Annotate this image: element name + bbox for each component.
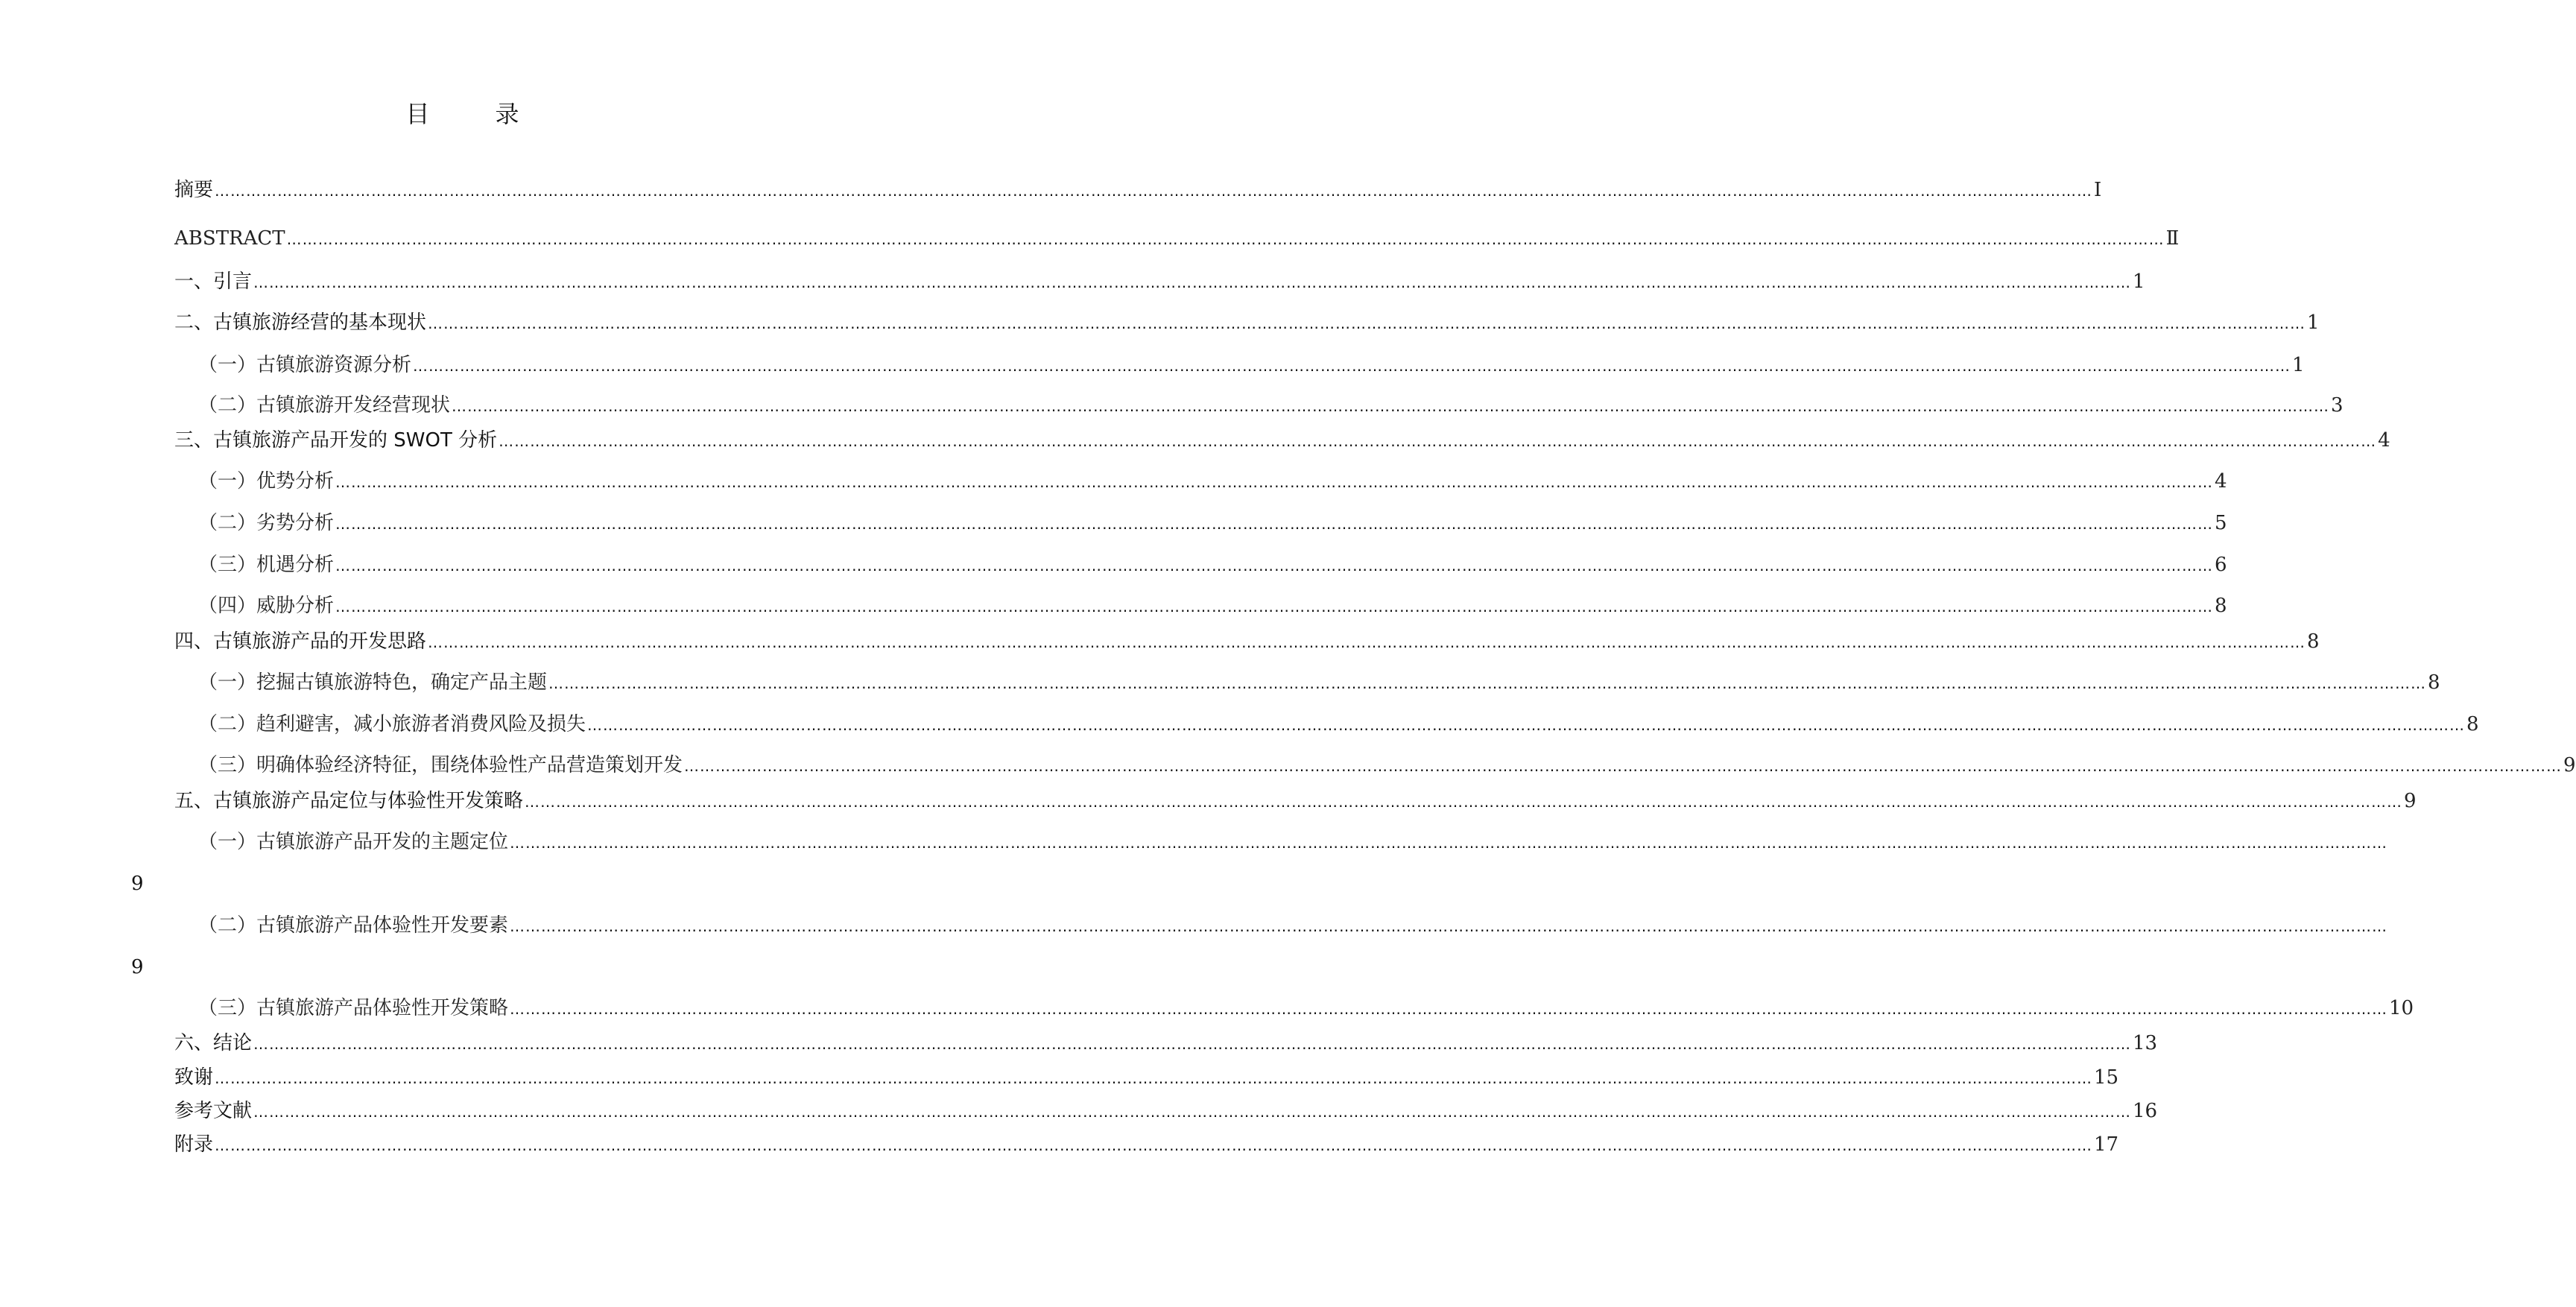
toc-entry-title: （二）趋利避害，减小旅游者消费风险及损失 [198,713,586,735]
toc-entry[interactable] [198,996,2414,1022]
toc-entry[interactable] [198,829,2388,855]
toc-entry[interactable] [174,1065,2119,1091]
toc-entry-page: 16 [2133,1100,2158,1122]
toc-entry-title: （一）优势分析 [198,470,335,493]
toc-entry[interactable] [198,469,2227,495]
toc-entry-page: 1 [2133,270,2145,293]
toc-entry[interactable] [198,753,2576,779]
toc-entry[interactable] [174,177,2102,203]
toc-entry-title: （二）劣势分析 [198,512,335,534]
toc-leader-dots: ……………………………………………………………………………………………………………………………………………………………………………………………………………………………………………………………………………………………………………………………… [253,273,2132,291]
toc-leader-dots: ……………………………………………………………………………………………………………………………………………………………………………………………………………………………………………………………………………………………………………………………… [510,1000,2388,1018]
toc-leader-dots: ……………………………………………………………………………………………………………………………………………………………………………………………………………………………………………………………………………………………………………………………… [253,1103,2132,1121]
toc-entry-title: 摘要 [174,179,214,201]
toc-entry-page: 13 [2133,1032,2158,1054]
toc-entry-page: 9 [2563,754,2576,776]
toc-entry[interactable] [198,712,2479,738]
toc-entry[interactable] [198,593,2227,619]
toc-entry-page: 10 [2389,997,2414,1019]
toc-leader-dots: ……………………………………………………………………………………………………………………………………………………………………………………………………………………………………………………………………………………………………………………………… [286,230,2165,248]
toc-leader-dots: ……………………………………………………………………………………………………………………………………………………………………………………………………………………………………………………………………………………………………………………………… [215,1136,2093,1154]
toc-entry-title: 致谢 [174,1066,214,1089]
toc-entry[interactable] [174,226,2180,252]
toc-leader-dots: ……………………………………………………………………………………………………………………………………………………………………………………………………………………………………………………………………………………………………………………………… [587,716,2466,734]
toc-entry[interactable] [198,552,2227,578]
toc-entry[interactable] [174,428,2390,454]
toc-leader-dots: ……………………………………………………………………………………………………………………………………………………………………………………………………………………………………………………………………………………………………………………………… [253,1035,2132,1053]
toc-entry-page: 15 [2094,1066,2119,1089]
toc-entry-page: Ⅱ [2165,227,2180,250]
toc-entry-title: 参考文献 [174,1100,253,1122]
toc-entry[interactable] [174,269,2145,295]
toc-entry-title: 四、古镇旅游产品的开发思路 [174,630,427,653]
toc-entry-title: （二）古镇旅游开发经营现状 [198,394,451,417]
toc-wrapped-page-number: 9 [131,956,144,978]
toc-entry-page: 3 [2331,394,2344,417]
toc-entry[interactable] [198,670,2440,696]
toc-leader-dots: ……………………………………………………………………………………………………………………………………………………………………………………………………………………………………………………………………………………………………………………………… [215,1069,2093,1087]
toc-entry-title: （三）古镇旅游产品体验性开发策略 [198,997,509,1019]
toc-entry-page: 8 [2307,630,2320,653]
toc-entry[interactable] [198,510,2227,537]
toc-entry[interactable] [174,1031,2158,1057]
toc-entry-page: 8 [2466,713,2479,735]
toc-entry-title: （一）古镇旅游资源分析 [198,354,412,376]
toc-entry-title: （三）明确体验经济特征，围绕体验性产品营造策划开发 [198,754,683,776]
toc-entry-title: 六、结论 [174,1032,253,1054]
toc-entry-title: ABSTRACT [174,227,285,250]
toc-entry-page: 1 [2307,311,2320,334]
toc-entry-title: 三、古镇旅游产品开发的 SWOT 分析 [174,429,498,452]
toc-entry-page: 5 [2215,512,2227,534]
toc-entry[interactable] [174,310,2320,336]
toc-entry-title: 五、古镇旅游产品定位与体验性开发策略 [174,790,524,812]
toc-entry-title: （三）机遇分析 [198,554,335,576]
toc-entry-title: （一）挖掘古镇旅游特色，确定产品主题 [198,671,548,694]
toc-leader-dots: ……………………………………………………………………………………………………………………………………………………………………………………………………………………………………………………………………………………………………………………………… [499,432,2377,450]
toc-entry[interactable] [174,788,2417,814]
toc-leader-dots: ……………………………………………………………………………………………………………………………………………………………………………………………………………………………………………………………………………………………………………………………… [335,515,2214,533]
toc-leader-dots: ……………………………………………………………………………………………………………………………………………………………………………………………………………………………………………………………………………………………………………………………… [335,557,2214,575]
toc-leader-dots: ……………………………………………………………………………………………………………………………………………………………………………………………………………………………………………………………………………………………………………………………… [428,314,2306,332]
toc-entry-page: 8 [2428,671,2440,694]
toc-entry-page: 4 [2378,429,2390,452]
toc-entry[interactable] [174,1098,2158,1124]
toc-leader-dots: ……………………………………………………………………………………………………………………………………………………………………………………………………………………………………………………………………………………………………………………………… [413,357,2291,375]
toc-leader-dots: ……………………………………………………………………………………………………………………………………………………………………………………………………………………………………………………………………………………………………………………………… [215,182,2093,200]
toc-entry-page: 8 [2215,595,2227,617]
toc-entry-page: 17 [2094,1133,2119,1156]
toc-entry-page: 6 [2215,554,2227,576]
toc-leader-dots: ……………………………………………………………………………………………………………………………………………………………………………………………………………………………………………………………………………………………………………………………… [428,633,2306,651]
toc-leader-dots: ……………………………………………………………………………………………………………………………………………………………………………………………………………………………………………………………………………………………………………………………… [525,793,2403,811]
toc-entry-page: 1 [2292,354,2305,376]
toc-entry[interactable] [198,393,2344,419]
toc-entry[interactable] [174,629,2320,655]
toc-leader-dots: ……………………………………………………………………………………………………………………………………………………………………………………………………………………………………………………………………………………………………………………………… [510,834,2388,852]
toc-entry-page: 9 [2404,790,2417,812]
toc-entry[interactable] [198,913,2388,939]
toc-entry[interactable] [174,1132,2119,1158]
toc-entry[interactable] [198,352,2305,379]
toc-leader-dots: ……………………………………………………………………………………………………………………………………………………………………………………………………………………………………………………………………………………………………………………………… [335,473,2214,491]
toc-wrapped-page-number: 9 [131,873,144,895]
toc-leader-dots: ……………………………………………………………………………………………………………………………………………………………………………………………………………………………………………………………………………………………………………………………… [510,917,2388,935]
toc-entry-title: （四）威胁分析 [198,595,335,617]
page-title: 目 录 [405,100,540,128]
toc-leader-dots: ……………………………………………………………………………………………………………………………………………………………………………………………………………………………………………………………………………………………………………………………… [452,397,2330,415]
toc-entry-title: （一）古镇旅游产品开发的主题定位 [198,831,509,853]
toc-leader-dots: ……………………………………………………………………………………………………………………………………………………………………………………………………………………………………………………………………………………………………………………………… [548,674,2427,692]
toc-leader-dots: ……………………………………………………………………………………………………………………………………………………………………………………………………………………………………………………………………………………………………………………………… [335,598,2214,615]
toc-entry-title: 一、引言 [174,270,253,293]
toc-entry-page: 4 [2215,470,2227,493]
toc-entry-page: Ⅰ [2094,179,2102,201]
toc-entry-title: 附录 [174,1133,214,1156]
toc-entry-title: （二）古镇旅游产品体验性开发要素 [198,914,509,937]
toc-entry-title: 二、古镇旅游经营的基本现状 [174,311,427,334]
toc-leader-dots: ……………………………………………………………………………………………………………………………………………………………………………………………………………………………………………………………………………………………………………………………… [684,757,2563,775]
